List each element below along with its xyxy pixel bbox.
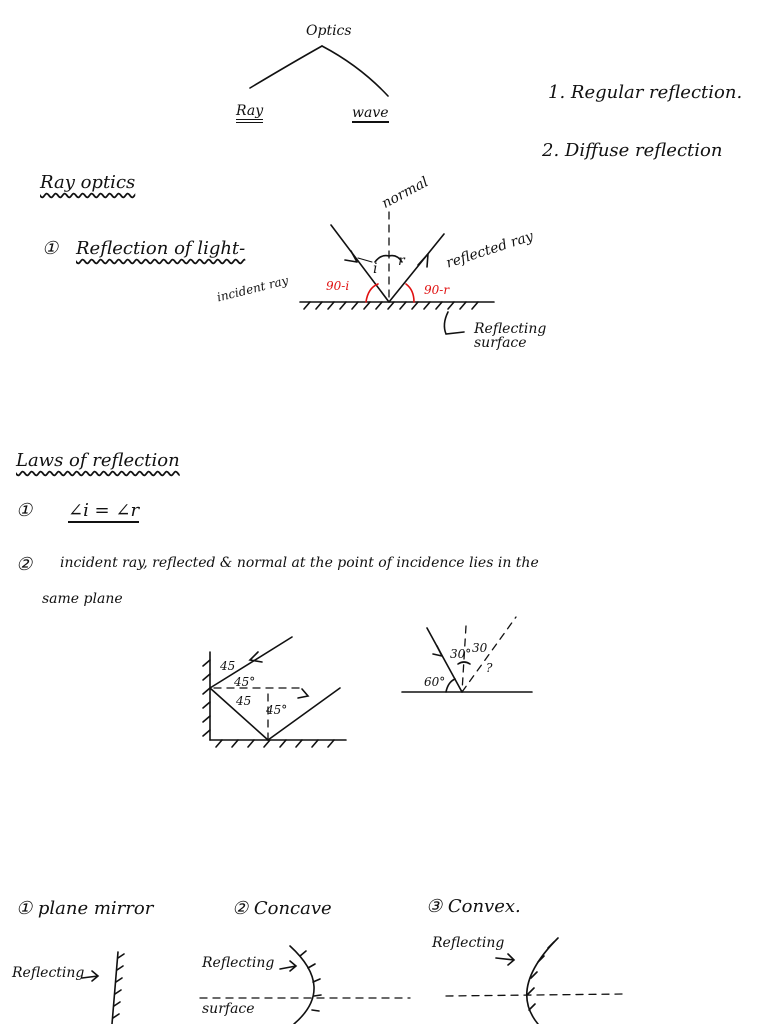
- angle-i-label: i: [373, 261, 378, 277]
- topic-title: Optics: [306, 23, 352, 39]
- reflection-diagram: [300, 212, 494, 334]
- law-2-line-2: same plane: [42, 591, 123, 607]
- ex2-angle-right: 30: [472, 641, 488, 655]
- angle-90-minus-i: 90-i: [326, 279, 350, 293]
- point-1-number: ①: [42, 238, 59, 259]
- corner-mirror-diagram: [203, 637, 346, 747]
- angle-r-label: r: [398, 253, 405, 269]
- law-1-number: ①: [16, 500, 33, 521]
- incident-ray-label: incident ray: [215, 273, 290, 305]
- ex2-angle-left: 30°: [450, 647, 472, 661]
- branch-wave: wave: [352, 105, 389, 121]
- ex1-angle-1: 45: [220, 659, 236, 673]
- reflecting-surface-label: Reflecting surface: [474, 321, 547, 351]
- laws-heading: Laws of reflection: [16, 450, 180, 471]
- optics-tree-lines: [250, 46, 388, 96]
- law-2-number: ②: [16, 554, 33, 575]
- regular-reflection: 1. Regular reflection.: [548, 82, 743, 103]
- plane-reflecting-label: Reflecting: [12, 965, 85, 981]
- ex1-angle-2: 45°: [234, 675, 256, 689]
- surface-hatching: [304, 302, 478, 309]
- law-2-line-1: incident ray, reflected & normal at the point of incidence lies in the: [60, 555, 539, 571]
- convex-heading: ③ Convex.: [426, 896, 521, 917]
- law-1-text: ∠i = ∠r: [68, 500, 140, 521]
- angle-90-minus-r: 90-r: [424, 283, 450, 297]
- reflected-ray-label: reflected ray: [444, 228, 536, 272]
- plane-mirror-heading: ① plane mirror: [16, 898, 154, 919]
- convex-reflecting-label: Reflecting: [432, 935, 505, 951]
- concave-heading: ② Concave: [232, 898, 332, 919]
- diffuse-reflection: 2. Diffuse reflection: [542, 140, 723, 161]
- ex2-unknown-angle: ?: [486, 661, 493, 675]
- concave-surface-label: surface: [202, 1001, 255, 1017]
- ex1-angle-3: 45: [236, 694, 252, 708]
- normal-label: normal: [379, 174, 432, 212]
- reflection-of-light: Reflection of light-: [76, 238, 246, 259]
- mirror-drawings: [82, 935, 624, 1024]
- ex1-angle-4: 45°: [266, 703, 288, 717]
- ex2-angle-60: 60°: [424, 675, 446, 689]
- branch-ray: Ray: [236, 104, 263, 123]
- ray-optics-heading: Ray optics: [40, 172, 136, 193]
- concave-reflecting-label: Reflecting: [202, 955, 275, 971]
